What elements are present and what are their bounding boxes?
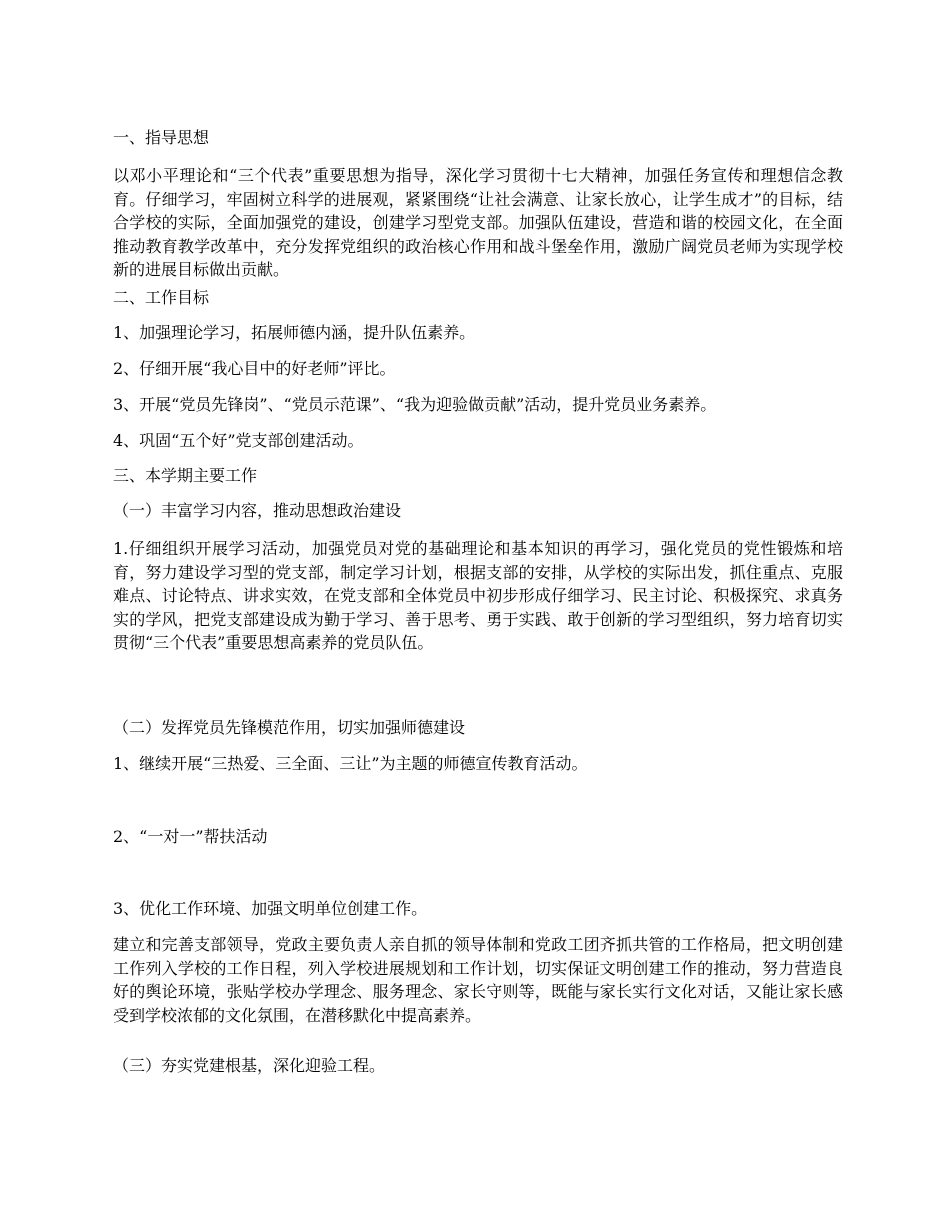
goal-item-3: 3、开展“党员先锋岗”、“党员示范课”、“我为迎验做贡献”活动，提升党员业务素养。: [113, 395, 717, 414]
goal-item-1: 1、加强理论学习，拓展师德内涵，提升队伍素养。: [113, 323, 476, 342]
goal-item-2: 2、仔细开展“我心目中的好老师”评比。: [113, 359, 396, 378]
ethics-item-1: 1、继续开展“三热爱、三全面、三让”为主题的师德宣传教育活动。: [113, 754, 588, 773]
paragraph-guiding-thought: 以邓小平理论和“三个代表”重要思想为指导，深化学习贯彻十七大精神，加强任务宣传和理想信念教育。仔细学习，牢固树立科学的进展观，紧紧围绕“让社会满意、让家长放心，让学生成才”的目标，结合学校的实际，全面加强党的建设，创建学习型党支部。加强队伍建设，营造和谐的校园文化，在全面推动教育教学改革中，充分发挥党组织的政治核心作用和战斗堡垒作用，激励广阔党员老师为实现学校新的进展目标做出贡献。: [113, 166, 843, 279]
ethics-item-3: 3、优化工作环境、加强文明单位创建工作。: [113, 899, 428, 918]
paragraph-civilization-work: 建立和完善支部领导，党政主要负责人亲自抓的领导体制和党政工团齐抓共管的工作格局，把文明创建工作列入学校的工作日程，列入学校进展规划和工作计划，切实保证文明创建工作的推动，努力营造良好的舆论环境，张贴学校办学理念、服务理念、家长守则等，既能与家长实行文化对话，又能让家长感受到学校浓郁的文化氛围，在潜移默化中提高素养。: [113, 935, 843, 1025]
goal-item-4: 4、巩固“五个好”党支部创建活动。: [113, 431, 364, 450]
paragraph-study-activities: 1.仔细组织开展学习活动，加强党员对党的基础理论和基本知识的再学习，强化党员的党性锻炼和培育，努力建设学习型的党支部，制定学习计划，根据支部的安排，从学校的实际出发，抓住重点、克服难点、讨论特点、讲求实效，在党支部和全体党员中初步形成仔细学习、民主讨论、积极探究、求真务实的学风，把党支部建设成为勤于学习、善于思考、勇于实践、敢于创新的学习型组织，努力培育切实贯彻“三个代表”重要思想高素养的党员队伍。: [113, 539, 843, 652]
ethics-item-2: 2、“一对一”帮扶活动: [113, 827, 268, 846]
subheading-study-content: （一）丰富学习内容，推动思想政治建设: [113, 501, 402, 520]
subheading-party-foundation: （三）夯实党建根基，深化迎验工程。: [113, 1056, 386, 1075]
section-heading-main-work: 三、本学期主要工作: [113, 466, 258, 485]
section-heading-work-goals: 二、工作目标: [113, 288, 210, 307]
section-heading-guiding-thought: 一、指导思想: [113, 128, 210, 147]
subheading-vanguard-role: （二）发挥党员先锋模范作用，切实加强师德建设: [113, 718, 466, 737]
